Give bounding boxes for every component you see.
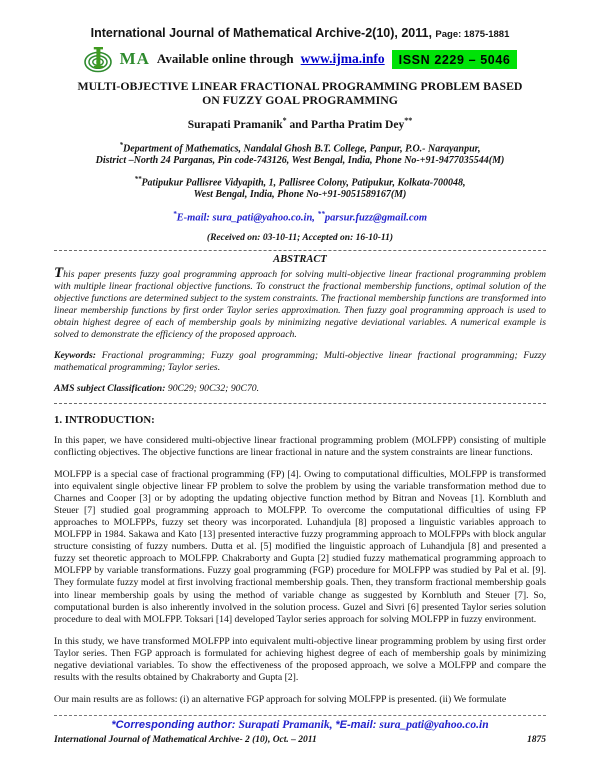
footer-journal-line: [54, 735, 546, 745]
authors-connector: and: [286, 118, 311, 131]
affiliation-1: [54, 140, 546, 166]
issn-badge: ISSN 2229 – 5046: [392, 50, 518, 69]
paper-title-line1: MULTI-OBJECTIVE LINEAR FRACTIONAL PROGRAMMING PROBLEM BASED: [77, 79, 523, 93]
intro-paragraph-4: Our main results are as follows: (i) an alternative FGP approach for solving MOLFPP is presented. (ii) We formulate: [54, 693, 507, 705]
author-2: Partha Pratim Dey: [310, 118, 405, 131]
keywords-line: [54, 350, 546, 374]
available-online-text: Available online through: [156, 51, 294, 66]
corresponding-email-label: *E-mail:: [335, 719, 380, 732]
affiliation-1-line2: District –North 24 Parganas, Pin code-743126, West Bengal, India, Phone No-+91-9477035544(M): [95, 154, 505, 166]
separator-below-abstract: [54, 403, 546, 404]
ijma-logo: [83, 46, 150, 73]
email-label: E-mail:: [176, 212, 213, 224]
corresponding-author-name: Surapati Pramanik,: [238, 719, 336, 732]
author-1-mark: *: [282, 116, 287, 125]
intro-paragraph-3: In this study, we have transformed MOLFPP into equivalent multi-objective linear programming problem by using first order Taylor series. Then FGP approach is formulated for achieving highest degree of each of membership goals by minimizing negative deviational variables. To show the effectiveness of the proposed approach, we solve a MOLFPP and compare the results with the results obtained by Chakraborty and Gupta [2].: [54, 635, 546, 683]
corresponding-author-label: *Corresponding author:: [111, 719, 239, 732]
ams-text: 90C29; 90C32; 90C70.: [165, 382, 260, 394]
affiliation-1-mark: *: [119, 140, 123, 149]
page-range: Page: 1875-1881: [435, 29, 510, 40]
section-heading-introduction: 1. INTRODUCTION:: [54, 413, 155, 426]
availability-line: [54, 45, 546, 73]
abstract-body: his paper presents fuzzy goal programming approach for solving multi-objective linear fractional programming problem with multiple linear fractional objective functions. To construct the fractional membership functions, optimal solution of the objective functions are determined subject to the system constraints. The fractional membership functions are transformed into linear membership functions by first order Taylor series approximation. Then fuzzy goal programming approach is used to obtain highest degree of each of membership goals by minimizing negative deviational variables. A numerical example is solved to demonstrate the efficiency of the proposed approach.: [54, 268, 546, 341]
paper-title-line2: ON FUZZY GOAL PROGRAMMING: [202, 92, 398, 107]
footer-journal-title: International Journal of Mathematical Archive- 2 (10), Oct. – 2011: [54, 735, 317, 746]
keywords-text: Fractional programming; Fuzzy goal programming; Multi-objective linear fractional programming; Fuzzy mathematical programming; Taylor series.: [54, 349, 546, 373]
affiliation-2-line2: West Bengal, India, Phone No-+91-9051589167(M): [193, 188, 407, 200]
ijma-logo-text: MA: [119, 49, 150, 68]
journal-masthead: [54, 26, 546, 42]
paper-title: [54, 80, 546, 107]
author-2-mark: **: [404, 116, 413, 125]
ams-classification-line: [54, 383, 546, 394]
email-1-mark: *: [173, 209, 177, 219]
email-1-link[interactable]: sura_pati@yahoo.co.in: [212, 212, 313, 224]
emails-line: [54, 209, 546, 224]
corresponding-email-link[interactable]: sura_pati@yahoo.co.in: [379, 719, 489, 732]
footer-page-number: 1875: [527, 735, 546, 746]
affiliation-2-mark: **: [134, 175, 142, 184]
author-1: Surapati Pramanik: [187, 118, 283, 131]
ams-label: AMS subject Classification:: [54, 382, 166, 394]
journal-link[interactable]: www.ijma.info: [300, 51, 385, 66]
journal-title: International Journal of Mathematical Archive-2(10), 2011,: [90, 26, 436, 40]
affiliation-2-line1: Patipukur Pallisree Vidyapith, 1, Pallisree Colony, Patipukur, Kolkata-700048,: [141, 177, 466, 189]
separator-above-abstract: [54, 250, 546, 251]
email-2-mark: **: [317, 209, 325, 219]
abstract-heading: ABSTRACT: [273, 253, 327, 265]
intro-paragraph-2: MOLFPP is a special case of fractional programming (FP) [4]. Owing to computational difficulties, MOLFPP is transformed into equivalent single objective linear FP problem to solve the problem by using the variable transformation method due to Charnes and Cooper [3] or by adopting the updating objective function method by Bitran and Noveas [1]. Kornbluth and Steuer [7] studied goal programming approach to MOLFPP. To overcome the computational difficulties of using FP approaches to MOLFPPs, fuzzy set theory was incorporated. Luhandjula [8] proposed a linguistic variables approach to MOLFPP in 1984. Sakawa and Kato [13] presented interactive fuzzy programming approach to MOLFPPs with block angular structure consisting of fuzzy numbers. Dutta et al. [5] modified the linguistic approach of Luhandjula [8] and presented a fuzzy set theoretic approach to MOLFPP. Chakraborty and Gupta [2] studied fuzzy mathematical programming approach to MOLFPP by variable transformations. Fuzzy goal programming (FGP) procedure for MOLFPP was studied by Pal et al. [9]. They formulate fuzzy model at first involving fractional membership goals. Then, they transform fractional membership goals into linear membership goals by using the method of variable change as suggested by Kornbluth and Steuer [7]. So, computational burden is also inherently involved in the solution process. Guzel and Sivri [6] presented Taylor series solution procedure to deal with MOLFPP. Toksari [14] developed Taylor series approach for solving MOLFPP in fuzzy environment.: [54, 468, 546, 625]
intro-paragraph-1: In this paper, we have considered multi-objective linear fractional programming problem (MOLFPP) consisting of multiple conflicting objectives. The objective functions are linear fractional in nature and the system constraints are linear functions.: [54, 434, 546, 458]
footnote-rule: [54, 715, 546, 716]
ijma-swirl-icon: [83, 46, 123, 73]
affiliation-2: [54, 174, 546, 200]
email-separator: ,: [312, 212, 318, 224]
abstract-text: [54, 264, 546, 342]
corresponding-author-line: [54, 718, 546, 732]
received-accepted-line: (Received on: 03-10-11; Accepted on: 16-10-11): [206, 232, 394, 243]
keywords-label: Keywords:: [54, 349, 96, 361]
affiliation-1-line1: Department of Mathematics, Nandalal Ghosh B.T. College, Panpur, P.O.- Narayanpur,: [122, 143, 481, 155]
email-2-link[interactable]: parsur.fuzz@gmail.com: [324, 212, 427, 224]
abstract-dropcap: T: [54, 264, 64, 281]
journal-header: [54, 26, 546, 73]
authors-line: [54, 114, 546, 132]
